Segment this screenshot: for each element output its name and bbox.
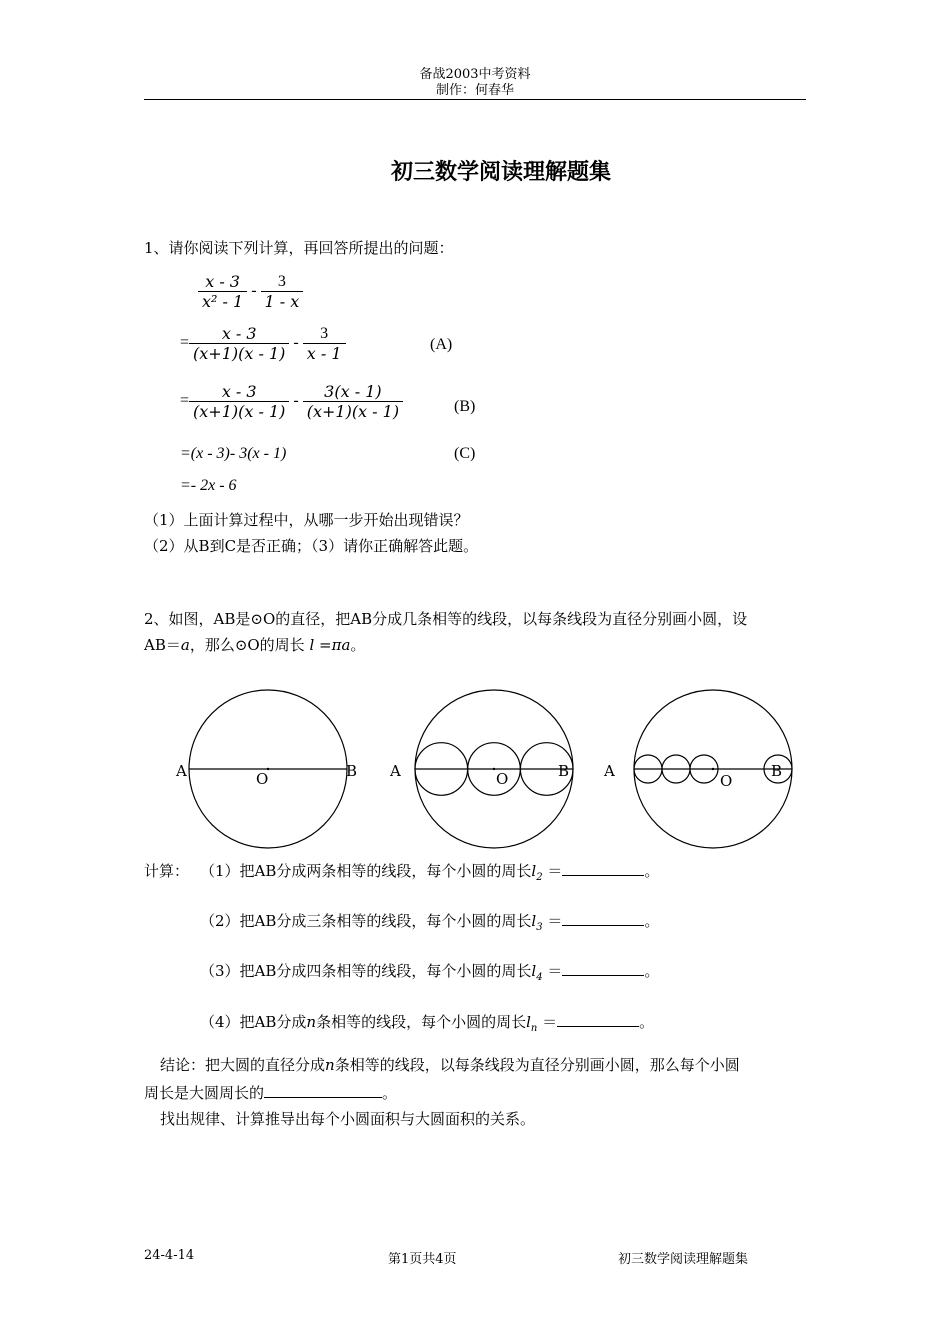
q1-step0: $\frac{x - 3}{\text{x² - 1}}$ - $\frac{3}{1 - x}$ (198, 272, 303, 311)
page-title: 初三数学阅读理解题集 (390, 159, 611, 185)
q2-line2: AB＝a，那么⊙O的周长 l =πa。 (144, 636, 366, 654)
conclusion-line-2: 周长是大圆周长的 。 (144, 1084, 398, 1102)
q1-sub2: （2）从B到C是否正确；（3）请你正确解答此题。 (144, 537, 479, 555)
calc-prefix: 计算： (144, 862, 190, 880)
q2-last: 找出规律、计算推导出每个小圆面积与大圆面积的关系。 (160, 1110, 536, 1128)
q1-stepC: =(x - 3)- 3(x - 1) (180, 445, 287, 462)
label-o: O (720, 772, 733, 790)
answer-blank[interactable] (562, 911, 644, 926)
q1-stepB: = $\frac{x - 3}{(x+1)(x - 1)}$ - $\frac{3(x - 1)}{(x+1)(x - 1)}$ (180, 382, 403, 421)
label-b: B (771, 762, 783, 780)
footer-date: 24-4-14 (144, 1248, 195, 1263)
label-b: B (558, 762, 570, 780)
header-line-1: 备战2003中考资料 (419, 67, 531, 82)
calc-item-1: （1）把AB分成两条相等的线段，每个小圆的周长$l_2$ ＝ 。 (200, 862, 660, 883)
footer-page: 第1页共4页 (388, 1252, 457, 1267)
label-o: O (496, 770, 509, 788)
q1-stepD: =- 2x - 6 (180, 477, 237, 494)
q1-tag-c: (C) (454, 445, 476, 462)
conclusion-line-1: 结论：把大圆的直径分成n条相等的线段，以每条线段为直径分别画小圆，那么每个小圆 (160, 1056, 740, 1074)
footer-title: 初三数学阅读理解题集 (618, 1252, 749, 1267)
label-a: A (604, 762, 615, 780)
answer-blank[interactable] (557, 1012, 639, 1027)
q2-line1: 2、如图，AB是⊙O的直径，把AB分成几条相等的线段，以每条线段为直径分别画小圆，设 (144, 610, 748, 628)
label-o: O (256, 770, 269, 788)
q1-sub1: （1）上面计算过程中，从哪一步开始出现错误？ (144, 511, 469, 529)
header-line-2: 制作：何春华 (435, 83, 514, 98)
answer-blank[interactable] (562, 861, 644, 876)
q1-tag-a: (A) (430, 336, 453, 353)
calc-item-4: （4）把AB分成n条相等的线段，每个小圆的周长$l_n$ ＝ 。 (200, 1013, 655, 1034)
answer-blank[interactable] (264, 1083, 382, 1098)
header-rule (144, 99, 806, 100)
label-b: B (346, 762, 358, 780)
label-a: A (390, 762, 401, 780)
answer-blank[interactable] (562, 961, 644, 976)
calc-item-2: （2）把AB分成三条相等的线段，每个小圆的周长$l_3$ ＝ 。 (200, 912, 660, 933)
q1-stepA: = $\frac{x - 3}{(x+1)(x - 1)}$ - $\frac{3}{x - 1}$ (180, 324, 346, 363)
q1-tag-b: (B) (454, 398, 476, 415)
q1-intro: 1、请你阅读下列计算，再回答所提出的问题： (144, 239, 454, 257)
calc-item-3: （3）把AB分成四条相等的线段，每个小圆的周长$l_4$ ＝ 。 (200, 962, 660, 983)
label-a: A (176, 762, 187, 780)
